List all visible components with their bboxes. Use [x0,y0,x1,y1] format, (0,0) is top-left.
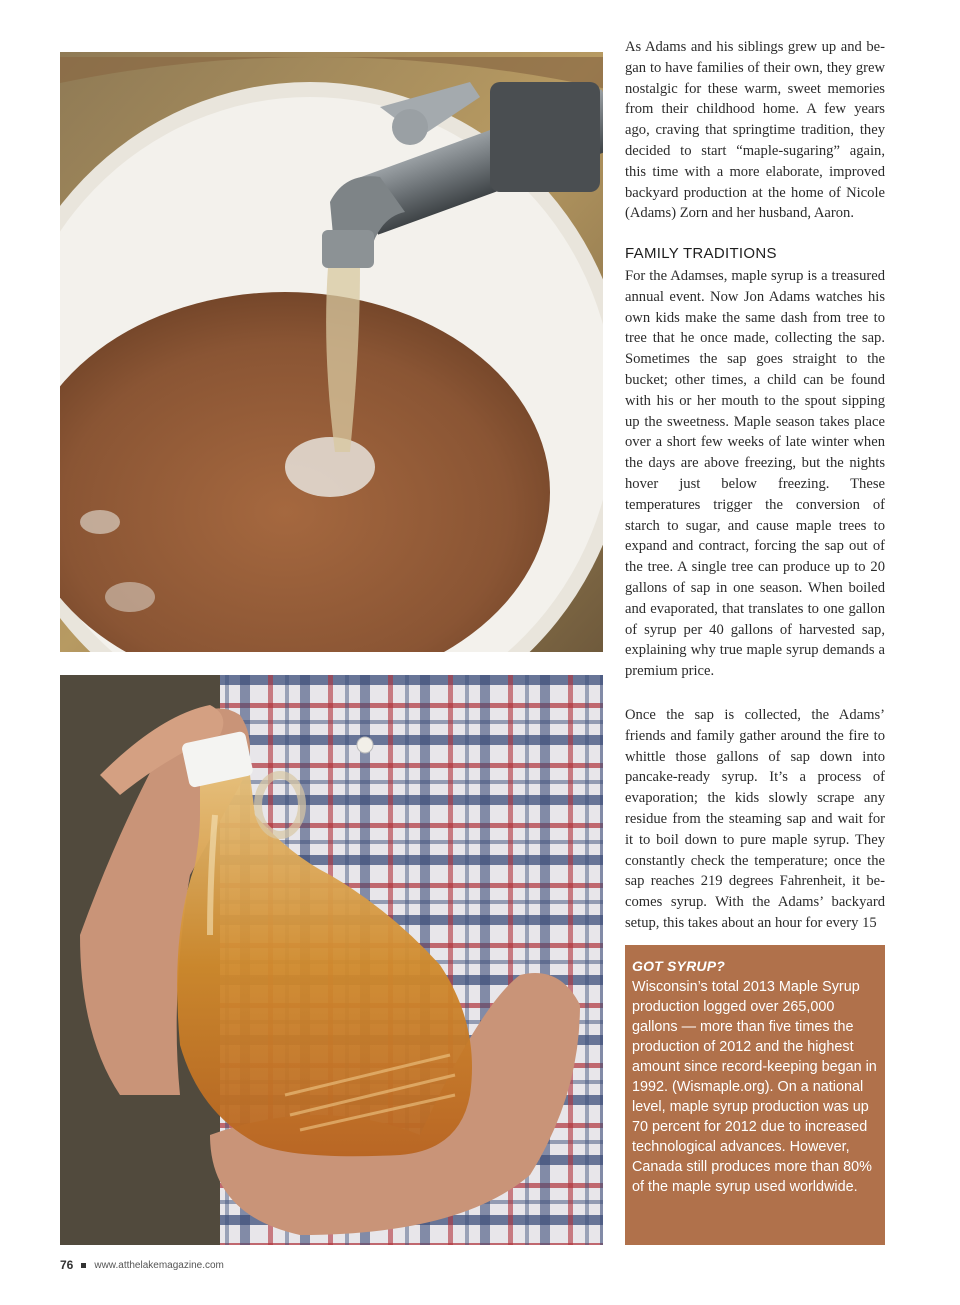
sidebar-body: Wisconsin’s total 2013 Maple Syrup production logged over 265,000 gallons — more than five times the production of 2012 and the highest amount since record-keeping began in 1992. (Wismaple.org). On a national level, maple syrup production was up 70 percent for 2012 due to increased technological advances. However, Canada still produces more than 80% of the maple syrup used worldwide. [632,979,877,1195]
paragraph-text: For the Adamses, maple syrup is a treasured annual event. Now Jon Adams watches his own kids make the same dash from tree to tree that he once made, collecting the sap. Sometimes the sap goes straight to the bucket; other times, a child can be found with his or her mouth to the spout sipping up the sweetness. Maple season takes place over a short few weeks of late winter when the days are above freezing, but the nights hover just below freezing. These temperatures trigger the conversion of starch to sugar, and cause maple trees to expand and contract, forcing the sap out of the tree. A single tree can produce up to 20 gallons of sap in one season. When boiled and evaporated, that translates to one gallon of syrup per 40 gallons of harvested sap, explaining why true maple syrup demands a premium price. [625,268,885,680]
got-syrup-sidebar [625,945,885,1245]
sidebar-title: GOT SYRUP? [632,958,726,974]
sap-bucket-photo [60,52,603,652]
footer-square-icon [81,1263,86,1268]
paragraph-text: As Adams and his siblings grew up and began to have families of their own, they grew nostalgic for these warm, sweet memories from their childhood home. A few years ago, craving that springtime tradition, they decided to start “maple-sugaring” again, this time with a more elaborate, improved backyard production at the home of Nicole (Adams) Zorn and her husband, Aaron. [625,39,885,222]
article-paragraph-1 [625,37,885,224]
footer-url[interactable]: www.atthelakemagazine.com [94,1259,224,1271]
page-footer [60,1258,224,1272]
article-paragraph-2 [625,266,885,682]
paragraph-text: Once the sap is collected, the Adams’ friends and family gather around the fire to whittle those gallons of sap down into pancake-ready syrup. It’s a process of evaporation; the kids slowly scrape any residue from the steaming sap and wait for it to boil down to pure maple syrup. They constantly check the temperature; once the sap reaches 219 degrees Fahrenheit, it becomes syrup. With the Adams’ backyard setup, this takes about an hour for every 15 [625,707,885,931]
syrup-bottle-photo [60,675,603,1245]
section-heading: FAMILY TRADITIONS [625,245,777,262]
page-number: 76 [60,1258,74,1272]
article-paragraph-3 [625,705,885,934]
